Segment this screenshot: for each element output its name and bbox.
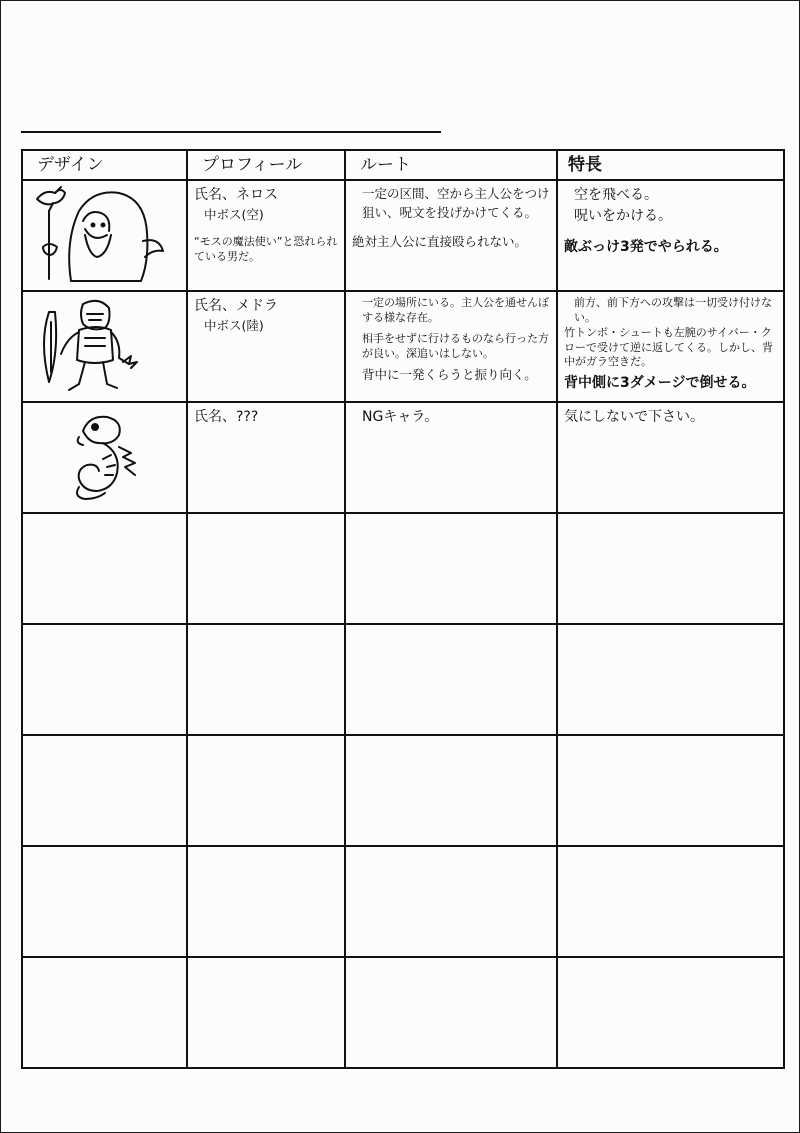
profile-cell [187,735,345,846]
route-cell [345,846,557,957]
features-cell [557,180,784,291]
route-cell [345,291,557,402]
design-cell [22,402,187,513]
table-header-row [22,150,784,180]
character-table [21,149,785,1069]
profile-type: 中ボス(陸) [204,318,264,333]
route-text: 相手をせずに行けるものなら行った方が良い。深追いはしない。 [362,331,549,360]
profile-cell [187,402,345,513]
header-design: デザイン [22,150,187,180]
features-cell [557,402,784,513]
profile-cell [187,180,345,291]
profile-cell [187,624,345,735]
profile-name: 氏名、??? [194,409,259,425]
route-text: 一定の場所にいる。主人公を通せんぼする様な存在。 [362,296,549,324]
table-row-empty [22,624,784,735]
feature-text: 敵ぶっけ3発でやられる。 [564,239,728,255]
feature-text: 空を飛べる。 [574,187,658,203]
profile-type: 中ボス(空) [204,207,264,222]
design-cell [22,513,187,624]
header-route: ルート [345,150,557,180]
features-cell [557,624,784,735]
design-cell [22,957,187,1068]
design-cell [22,180,187,291]
header-features: 特長 [557,150,784,180]
route-cell [345,402,557,513]
profile-cell [187,513,345,624]
table-row-empty [22,957,784,1068]
design-cell [22,735,187,846]
table-row [22,402,784,513]
feature-text: 呪いをかける。 [574,208,672,224]
route-text: 絶対主人公に直接殴られない。 [352,233,528,249]
route-text: 一定の区間、空から主人公をつけ狙い、呪文を投げかけてくる。 [362,186,550,220]
design-cell [22,624,187,735]
route-cell [345,180,557,291]
profile-name: 氏名、メドラ [194,298,278,314]
route-text: 背中に一発くらうと振り向く。 [362,367,537,383]
features-cell [557,957,784,1068]
features-cell [557,291,784,402]
features-cell [557,735,784,846]
wizard-with-bird-icon [23,181,184,285]
seahorse-creature-icon [23,403,184,507]
header-profile: プロフィール [187,150,345,180]
route-cell [345,513,557,624]
table-row [22,180,784,291]
table-row-empty [22,846,784,957]
features-cell [557,513,784,624]
route-cell [345,957,557,1068]
profile-cell [187,957,345,1068]
design-cell [22,291,187,402]
feature-text: 気にしないで下さい。 [564,409,704,425]
features-cell [557,846,784,957]
profile-name: 氏名、ネロス [194,187,278,203]
profile-note: “モスの魔法使い”と恐れられている男だ。 [194,234,338,263]
table-row [22,291,784,402]
design-cell [22,846,187,957]
table-row-empty [22,513,784,624]
armored-knight-icon [23,292,184,396]
table-row-empty [22,735,784,846]
profile-cell [187,846,345,957]
route-cell [345,735,557,846]
feature-text: 背中側に3ダメージで倒せる。 [564,375,756,392]
feature-text: 竹トンボ・シュートも左腕のサイバー・クローで受けて逆に返してくる。しかし、背中がガラ空きだ。 [564,325,773,369]
route-cell [345,624,557,735]
profile-cell [187,291,345,402]
route-text: NGキャラ。 [362,409,439,425]
title-underline [21,131,441,133]
feature-text: 前方、前下方への攻撃は一切受け付けない。 [574,296,772,324]
